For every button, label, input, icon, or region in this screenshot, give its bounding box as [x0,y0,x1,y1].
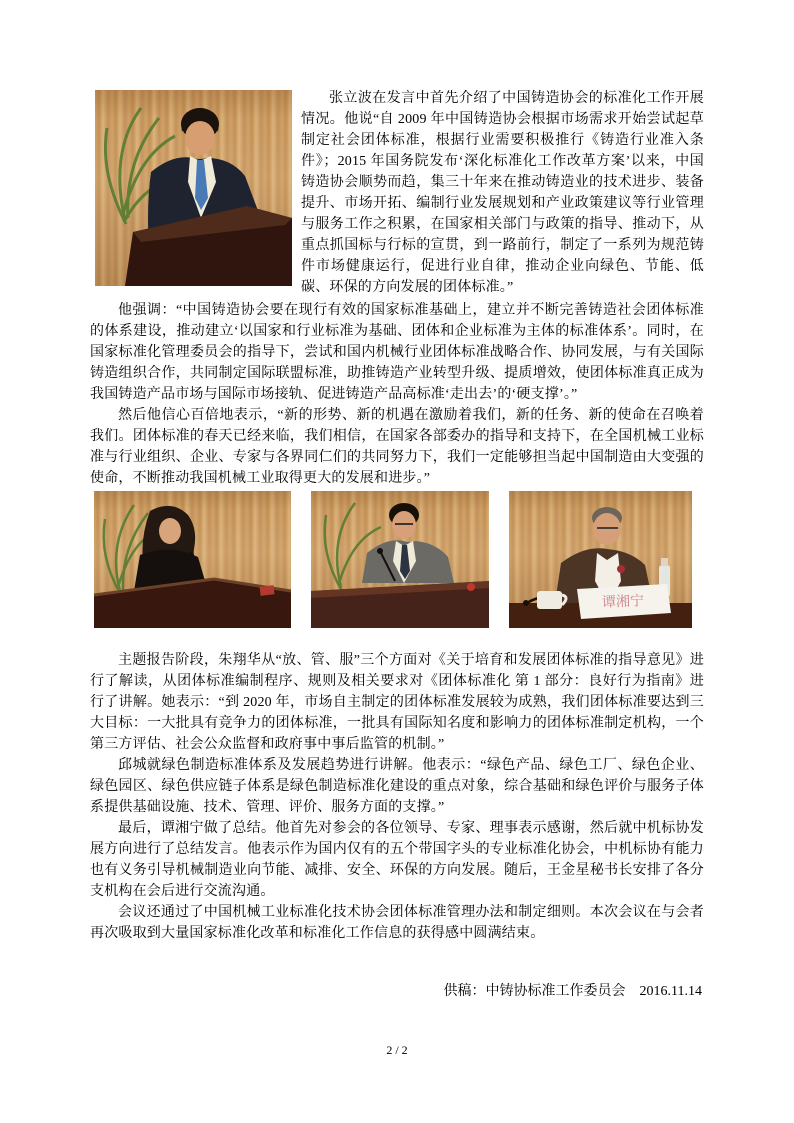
paragraph-3: 然后他信心百倍地表示，“新的形势、新的机遇在激励着我们，新的任务、新的使命在召唤着我们。团体标准的春天已经来临，我们相信，在国家各部委办的指导和支持下，在全国机械工业标准与行业组织、企业、专家与各界同仁们的共同努力下，我们一定能够担当起中国制造由大变强的使命，不断推动我国机械工业取得更大的发展和进步。” [90,408,704,486]
page-number: 2 / 2 [386,1043,408,1057]
photo-woman-illustration [94,491,291,628]
speaker-figure [362,503,454,583]
paragraph-1: 张立波在发言中首先介绍了中国铸造协会的标准化工作开展情况。他说“自 2009 年中国铸造协会根据市场需求开始尝试起草制定社会团体标准，根据行业需要积极推行《铸造行业准入条件》；2015 年国务院发布‘深化标准化工作改革方案’以来，中国铸造协会顺势而趋，集三十年来在推动铸造业的技术进步、装备提升、市场开拓、编制行业发展规划和产业政策建议等行业管理与服务工作之积累，在国家相关部门与政策的指导、推动下，从重点抓国标与行标的宣贯，到一路前行，制定了一系列为规范铸件市场健康运行，促进行业自律，推动企业向绿色、节能、低碳、环保的方向发展的团体标准。” [301,91,704,295]
document-content [90,88,704,1002]
photo-speaker-man-podium [311,491,489,628]
paragraph-7: 会议还通过了中国机械工业标准化技术协会团体标准管理办法和制定细则。本次会议在与会者再次吸取到大量国家标准化改革和标准化工作信息的获得感中圆满结束。 [90,905,704,941]
paragraph-1-block [90,88,704,300]
byline: 供稿：中铸协标准工作委员会 2016.11.14 [443,984,702,999]
photo-table-illustration [509,491,692,628]
paragraph-6: 最后，谭湘宁做了总结。他首先对参会的各位领导、专家、理事表示感谢，然后就中机标协发展方向进行了总结发言。他表示作为国内仅有的五个带国字头的专业标准化协会，中机标协有能力也有义务引导机械制造业向节能、减排、安全、环保的方向发展。随后，王金星秘书长安排了各分支机构在会后进行交流沟通。 [90,821,704,899]
paragraph-2: 他强调：“中国铸造协会要在现行有效的国家标准基础上，建立并不断完善铸造社会团体标准的体系建设，推动建立‘以国家和行业标准为基础、团体和企业标准为主体的标准体系’。同时，在国家标准化管理委员会的指导下，尝试和国内机械行业团体标准战略合作、协同发展，与有关国际铸造组织合作，共同制定国际联盟标准，助推铸造产业转型升级、提质增效，使团体标准真正成为我国铸造产品市场与国际市场接轨、促进铸造产品高标准‘走出去’的‘硬支撑’。” [90,303,704,402]
tea-cup [537,591,566,609]
photo-man-illustration [311,491,489,628]
photo-speaker-woman-podium [94,491,291,628]
name-card [577,584,671,619]
photo-speaker-at-table [509,491,692,628]
photo-row [94,491,704,628]
photo-main-speaker-podium [95,90,292,286]
paragraph-4: 主题报告阶段，朱翔华从“放、管、服”三个方面对《关于培育和发展团体标准的指导意见》进行了解读，从团体标准编制程序、规则及相关要求对《团体标准化 第 1 部分：良好行为指南》进行了讲解。她表示：“到 2020 年，市场自主制定的团体标准发展较为成熟，我们团体标准要达到三大目标：一大批具有竞争力的团体标准，一批具有国际知名度和影响力的团体标准制定机构，一个第三方评估、社会公众监督和政府事中事后监管的机制。” [90,653,704,752]
name-card-text: 谭湘宁 [601,594,645,611]
paragraph-5: 邱城就绿色制造标准体系及发展趋势进行讲解。他表示：“绿色产品、绿色工厂、绿色企业、绿色园区、绿色供应链子体系是绿色制造标准化建设的重点对象，综合基础和绿色评价与服务子体系提供基础设施、技术、管理、评价、服务方面的支撑。” [90,758,704,815]
photo-main-illustration [95,90,292,286]
podium [311,581,489,628]
